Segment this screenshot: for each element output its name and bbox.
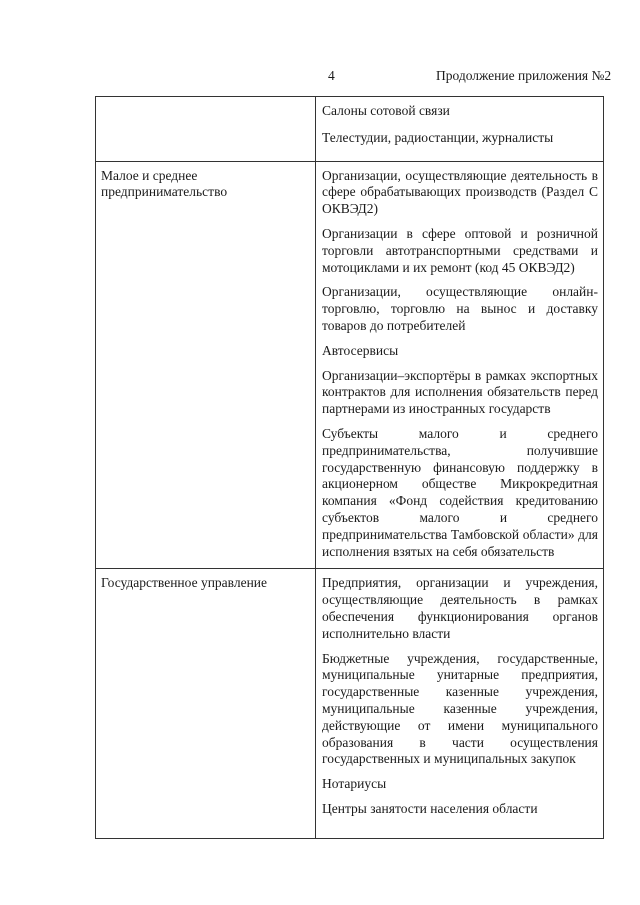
- category-cell: [96, 97, 316, 162]
- list-item: Организации, осуществляющие деятельность в сфере обрабатывающих производств (Раздел С ОКВЭД2): [322, 167, 598, 217]
- list-item: Телестудии, радиостанции, журналисты: [322, 129, 554, 145]
- list-item: Нотариусы: [322, 776, 387, 792]
- list-item: Центры занятости населения области: [322, 800, 538, 816]
- list-item: Организации в сфере оптовой и розничной торговли автотранспортными средствами и мотоциклами и их ремонт (код 45 ОКВЭД2): [322, 225, 598, 275]
- table-row: [96, 97, 604, 162]
- list-item: Организации–экспортёры в рамках экспортных контрактов для исполнения обязательств перед партнерами из иностранных государств: [322, 367, 598, 417]
- list-item: Салоны сотовой связи: [322, 103, 450, 118]
- items-cell: [316, 569, 604, 838]
- items-cell: [316, 97, 604, 162]
- table-row: [96, 569, 604, 838]
- items-cell: [316, 161, 604, 569]
- list-item: Бюджетные учреждения, государственные, муниципальные унитарные предприятия, государственные казенные учреждения, муниципальные казенные учреждения, действующие от имени муниципального образования в части осуществления государственных и муниципальных закупок: [322, 650, 598, 767]
- list-item: Субъекты малого и среднего предпринимательства, получившие государственную финансовую поддержку в акционерном обществе Микрокредитная компания «Фонд содействия кредитованию субъектов малого и среднего предпринимательства Тамбовской области» для исполнения взятых на себя обязательств: [322, 425, 598, 559]
- category-cell: Малое и среднее предпринимательство: [96, 161, 316, 569]
- list-item: Предприятия, организации и учреждения, осуществляющие деятельность в рамках обеспечения функционирования органов исполнительно власти: [322, 575, 598, 641]
- cell-bottom-spacer: [322, 826, 598, 834]
- page-number: 4: [328, 68, 335, 83]
- appendix-continuation-note: Продолжение приложения №2: [436, 68, 612, 83]
- sector-table: [95, 96, 604, 839]
- list-item: Автосервисы: [322, 342, 399, 358]
- list-item: Организации, осуществляющие онлайн-торговлю, торговлю на вынос и доставку товаров до потребителей: [322, 284, 598, 333]
- table-row: [96, 161, 604, 569]
- category-cell: Государственное управление: [96, 569, 316, 838]
